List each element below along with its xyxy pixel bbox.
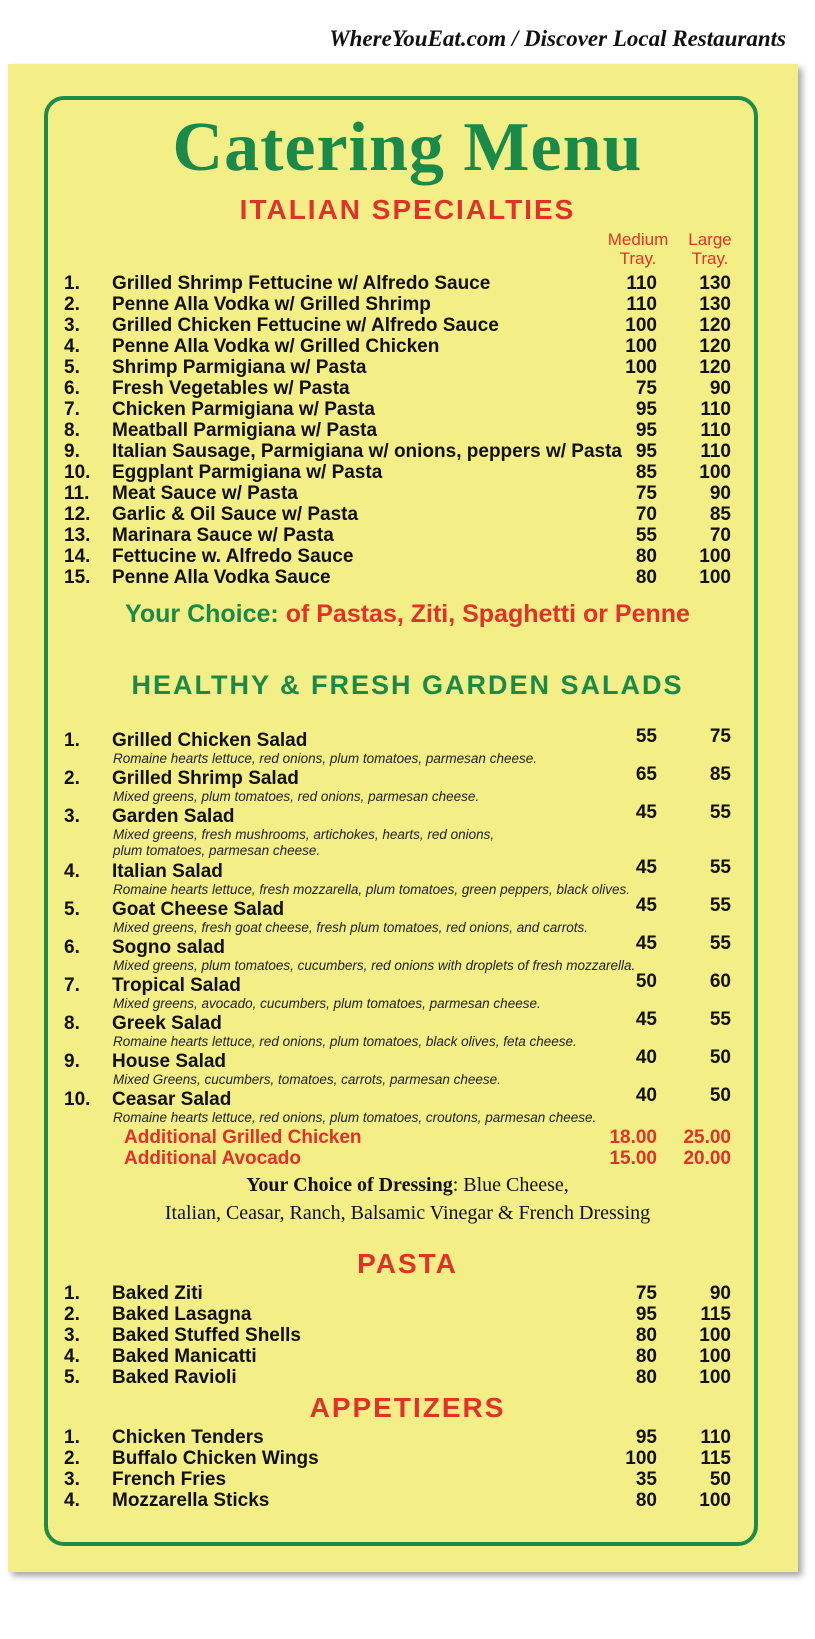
- choice-text: of Pastas, Ziti, Spaghetti or Penne: [285, 600, 690, 628]
- medium-price: 55: [635, 726, 657, 747]
- large-price: 120: [699, 357, 731, 378]
- item-description: Mixed greens, fresh mushrooms, artichokes, hearts, red onions, plum tomatoes, parmesan cheese.: [113, 827, 495, 858]
- item-name: Garden Salad: [112, 806, 235, 827]
- medium-price: 80: [635, 1325, 657, 1346]
- medium-price: 75: [635, 378, 657, 399]
- item-number: 5.: [64, 1367, 80, 1388]
- item-number: 12.: [64, 504, 91, 525]
- medium-price: 95: [635, 420, 657, 441]
- large-price: 100: [699, 567, 731, 588]
- item-number: 10.: [64, 462, 91, 483]
- menu-row: [0, 273, 815, 294]
- large-price: 85: [709, 764, 731, 785]
- addon-large-price: 20.00: [683, 1148, 731, 1169]
- item-name: Eggplant Parmigiana w/ Pasta: [112, 462, 383, 483]
- item-name: Marinara Sauce w/ Pasta: [112, 525, 334, 546]
- large-price: 100: [699, 546, 731, 567]
- medium-price: 45: [635, 857, 657, 878]
- large-price: 100: [699, 1490, 731, 1511]
- item-name: Grilled Shrimp Salad: [112, 768, 299, 789]
- large-price: 60: [709, 971, 731, 992]
- item-description: Romaine hearts lettuce, red onions, plum tomatoes, croutons, parmesan cheese.: [113, 1110, 597, 1125]
- item-number: 3.: [64, 1469, 80, 1490]
- item-name: Ceasar Salad: [112, 1089, 232, 1110]
- item-number: 10.: [64, 1089, 91, 1110]
- item-number: 1.: [64, 273, 80, 294]
- menu-row: [0, 294, 815, 315]
- item-number: 2.: [64, 1448, 80, 1469]
- menu-row: [0, 441, 815, 462]
- menu-row: [0, 378, 815, 399]
- item-name: Fettucine w. Alfredo Sauce: [112, 546, 354, 567]
- addon-row: [0, 1148, 815, 1170]
- medium-price: 40: [635, 1085, 657, 1106]
- medium-price: 45: [635, 802, 657, 823]
- addon-large-price: 25.00: [683, 1127, 731, 1148]
- addon-name: Additional Avocado: [124, 1148, 301, 1169]
- item-name: Meatball Parmigiana w/ Pasta: [112, 420, 378, 441]
- large-price: 55: [709, 802, 731, 823]
- medium-price: 45: [635, 895, 657, 916]
- item-number: 4.: [64, 861, 80, 882]
- item-number: 3.: [64, 1325, 80, 1346]
- large-price: 130: [699, 294, 731, 315]
- menu-row: [0, 1469, 815, 1490]
- menu-row: [0, 1448, 815, 1469]
- medium-price: 95: [635, 1304, 657, 1325]
- large-price: 90: [709, 378, 731, 399]
- item-number: 15.: [64, 567, 91, 588]
- item-description: Mixed greens, avocado, cucumbers, plum tomatoes, parmesan cheese.: [113, 996, 541, 1011]
- medium-price: 55: [635, 525, 657, 546]
- menu-row: [0, 525, 815, 546]
- medium-price: 100: [625, 336, 657, 357]
- medium-price: 70: [635, 504, 657, 525]
- large-price: 55: [709, 933, 731, 954]
- item-name: Baked Ziti: [112, 1283, 203, 1304]
- medium-price: 95: [635, 1427, 657, 1448]
- item-name: Penne Alla Vodka Sauce: [112, 567, 331, 588]
- item-number: 4.: [64, 1490, 80, 1511]
- item-number: 3.: [64, 315, 80, 336]
- medium-header-line1: Medium: [607, 230, 669, 249]
- menu-row: [0, 504, 815, 525]
- item-name: Fresh Vegetables w/ Pasta: [112, 378, 350, 399]
- menu-title: Catering Menu: [172, 109, 643, 186]
- menu-row: [0, 462, 815, 483]
- item-number: 1.: [64, 1427, 80, 1448]
- item-description: Mixed greens, fresh goat cheese, fresh plum tomatoes, red onions, and carrots.: [113, 920, 588, 935]
- large-price: 115: [700, 1304, 731, 1325]
- menu-row: [0, 357, 815, 378]
- large-price: 55: [709, 857, 731, 878]
- item-name: French Fries: [112, 1469, 227, 1490]
- item-number: 2.: [64, 294, 80, 315]
- medium-price: 50: [635, 971, 657, 992]
- item-number: 7.: [64, 975, 80, 996]
- large-price: 120: [699, 315, 731, 336]
- item-name: Italian Salad: [112, 861, 223, 882]
- item-name: Meat Sauce w/ Pasta: [112, 483, 298, 504]
- item-name: Penne Alla Vodka w/ Grilled Chicken: [112, 336, 440, 357]
- medium-price: 80: [635, 1346, 657, 1367]
- medium-price: 80: [635, 1367, 657, 1388]
- item-description: Mixed greens, plum tomatoes, red onions, parmesan cheese.: [113, 789, 480, 804]
- large-price: 50: [709, 1085, 731, 1106]
- large-price: 120: [699, 336, 731, 357]
- item-name: Mozzarella Sticks: [112, 1490, 270, 1511]
- large-header-line2: Tray.: [691, 249, 729, 268]
- item-number: 2.: [64, 768, 80, 789]
- dressing-line1: : Blue Cheese,: [452, 1174, 569, 1196]
- large-price: 55: [709, 1009, 731, 1030]
- medium-price: 110: [626, 294, 657, 315]
- item-name: Grilled Shrimp Fettucine w/ Alfredo Sauce: [112, 273, 491, 294]
- large-price: 90: [709, 1283, 731, 1304]
- medium-price: 100: [625, 315, 657, 336]
- menu-row: [0, 315, 815, 336]
- medium-header-line2: Tray.: [619, 249, 657, 268]
- large-tray-header: [675, 230, 745, 268]
- large-price: 100: [699, 462, 731, 483]
- item-name: Garlic & Oil Sauce w/ Pasta: [112, 504, 359, 525]
- medium-price: 40: [635, 1047, 657, 1068]
- dressing-line2: Italian, Ceasar, Ranch, Balsamic Vinegar & French Dressing: [164, 1202, 651, 1224]
- item-number: 2.: [64, 1304, 80, 1325]
- medium-price: 100: [625, 357, 657, 378]
- pasta-choice-note: [0, 600, 815, 629]
- item-name: Greek Salad: [112, 1013, 222, 1034]
- item-name: Shrimp Parmigiana w/ Pasta: [112, 357, 367, 378]
- item-name: Chicken Parmigiana w/ Pasta: [112, 399, 375, 420]
- item-number: 5.: [64, 357, 80, 378]
- menu-row: [0, 1304, 815, 1325]
- medium-price: 80: [635, 546, 657, 567]
- medium-price: 45: [635, 1009, 657, 1030]
- large-price: 100: [699, 1367, 731, 1388]
- medium-price: 100: [625, 1448, 657, 1469]
- item-name: Baked Stuffed Shells: [112, 1325, 301, 1346]
- addon-name: Additional Grilled Chicken: [124, 1127, 362, 1148]
- menu-row: [0, 1283, 815, 1304]
- choice-label: Your Choice:: [125, 600, 279, 628]
- item-number: 5.: [64, 899, 80, 920]
- appetizers-heading: APPETIZERS: [309, 1392, 506, 1423]
- large-header-line1: Large: [688, 230, 732, 249]
- large-price: 85: [709, 504, 731, 525]
- large-price: 110: [700, 420, 731, 441]
- large-price: 90: [709, 483, 731, 504]
- item-description: Mixed Greens, cucumbers, tomatoes, carrots, parmesan cheese.: [113, 1072, 501, 1087]
- menu-row: [0, 483, 815, 504]
- dressing-label: Your Choice of Dressing: [246, 1174, 453, 1196]
- menu-row: [0, 1427, 815, 1448]
- large-price: 50: [709, 1047, 731, 1068]
- menu-row: [0, 546, 815, 567]
- item-number: 6.: [64, 378, 80, 399]
- item-name: Grilled Chicken Fettucine w/ Alfredo Sauce: [112, 315, 499, 336]
- item-number: 4.: [64, 336, 80, 357]
- item-name: Grilled Chicken Salad: [112, 730, 308, 751]
- menu-row: [0, 1367, 815, 1388]
- item-description: Romaine hearts lettuce, fresh mozzarella, plum tomatoes, green peppers, black olives.: [113, 882, 631, 897]
- item-name: Chicken Tenders: [112, 1427, 264, 1448]
- item-number: 3.: [64, 806, 80, 827]
- addon-row: [0, 1127, 815, 1149]
- medium-price: 75: [635, 483, 657, 504]
- large-price: 130: [699, 273, 731, 294]
- item-description: Mixed greens, plum tomatoes, cucumbers, red onions with droplets of fresh mozzarella.: [113, 958, 636, 973]
- medium-price: 65: [635, 764, 657, 785]
- item-number: 4.: [64, 1346, 80, 1367]
- medium-price: 95: [635, 399, 657, 420]
- medium-price: 85: [635, 462, 657, 483]
- large-price: 100: [699, 1346, 731, 1367]
- large-price: 70: [709, 525, 731, 546]
- medium-tray-header: [598, 230, 678, 268]
- item-number: 1.: [64, 1283, 80, 1304]
- medium-price: 80: [635, 1490, 657, 1511]
- item-name: Buffalo Chicken Wings: [112, 1448, 319, 1469]
- item-name: Penne Alla Vodka w/ Grilled Shrimp: [112, 294, 431, 315]
- salads-heading: HEALTHY & FRESH GARDEN SALADS: [131, 670, 684, 700]
- menu-row: [0, 420, 815, 441]
- menu-row: [0, 336, 815, 357]
- item-name: Goat Cheese Salad: [112, 899, 285, 920]
- addon-medium-price: 18.00: [609, 1127, 657, 1148]
- item-name: Sogno salad: [112, 937, 225, 958]
- item-number: 1.: [64, 730, 80, 751]
- addon-medium-price: 15.00: [609, 1148, 657, 1169]
- item-number: 8.: [64, 1013, 80, 1034]
- large-price: 110: [700, 441, 731, 462]
- medium-price: 75: [635, 1283, 657, 1304]
- item-number: 13.: [64, 525, 91, 546]
- large-price: 100: [699, 1325, 731, 1346]
- item-number: 6.: [64, 937, 80, 958]
- item-number: 7.: [64, 399, 80, 420]
- item-name: Baked Ravioli: [112, 1367, 237, 1388]
- menu-row: [0, 1490, 815, 1511]
- item-number: 14.: [64, 546, 91, 567]
- site-header: WhereYouEat.com / Discover Local Restaurants: [329, 26, 786, 51]
- medium-price: 80: [635, 567, 657, 588]
- item-number: 11.: [64, 483, 90, 504]
- medium-price: 95: [635, 441, 657, 462]
- large-price: 50: [709, 1469, 731, 1490]
- item-name: Baked Lasagna: [112, 1304, 252, 1325]
- item-number: 9.: [64, 1051, 80, 1072]
- medium-price: 110: [626, 273, 657, 294]
- large-price: 55: [709, 895, 731, 916]
- medium-price: 35: [635, 1469, 657, 1490]
- item-name: Baked Manicatti: [112, 1346, 257, 1367]
- item-number: 9.: [64, 441, 80, 462]
- large-price: 110: [700, 399, 731, 420]
- menu-row: [0, 399, 815, 420]
- pasta-heading: PASTA: [357, 1248, 458, 1279]
- large-price: 115: [700, 1448, 731, 1469]
- item-name: House Salad: [112, 1051, 227, 1072]
- menu-row: [0, 567, 815, 588]
- item-name: Tropical Salad: [112, 975, 241, 996]
- item-description: Romaine hearts lettuce, red onions, plum tomatoes, parmesan cheese.: [113, 751, 537, 766]
- menu-row: [0, 1346, 815, 1367]
- italian-heading: ITALIAN SPECIALTIES: [239, 194, 576, 225]
- large-price: 75: [709, 726, 731, 747]
- dressing-note: [0, 1171, 815, 1227]
- item-name: Italian Sausage, Parmigiana w/ onions, peppers w/ Pasta: [112, 441, 622, 462]
- large-price: 110: [700, 1427, 731, 1448]
- menu-row: [0, 1325, 815, 1346]
- medium-price: 45: [635, 933, 657, 954]
- item-number: 8.: [64, 420, 80, 441]
- item-description: Romaine hearts lettuce, red onions, plum tomatoes, black olives, feta cheese.: [113, 1034, 577, 1049]
